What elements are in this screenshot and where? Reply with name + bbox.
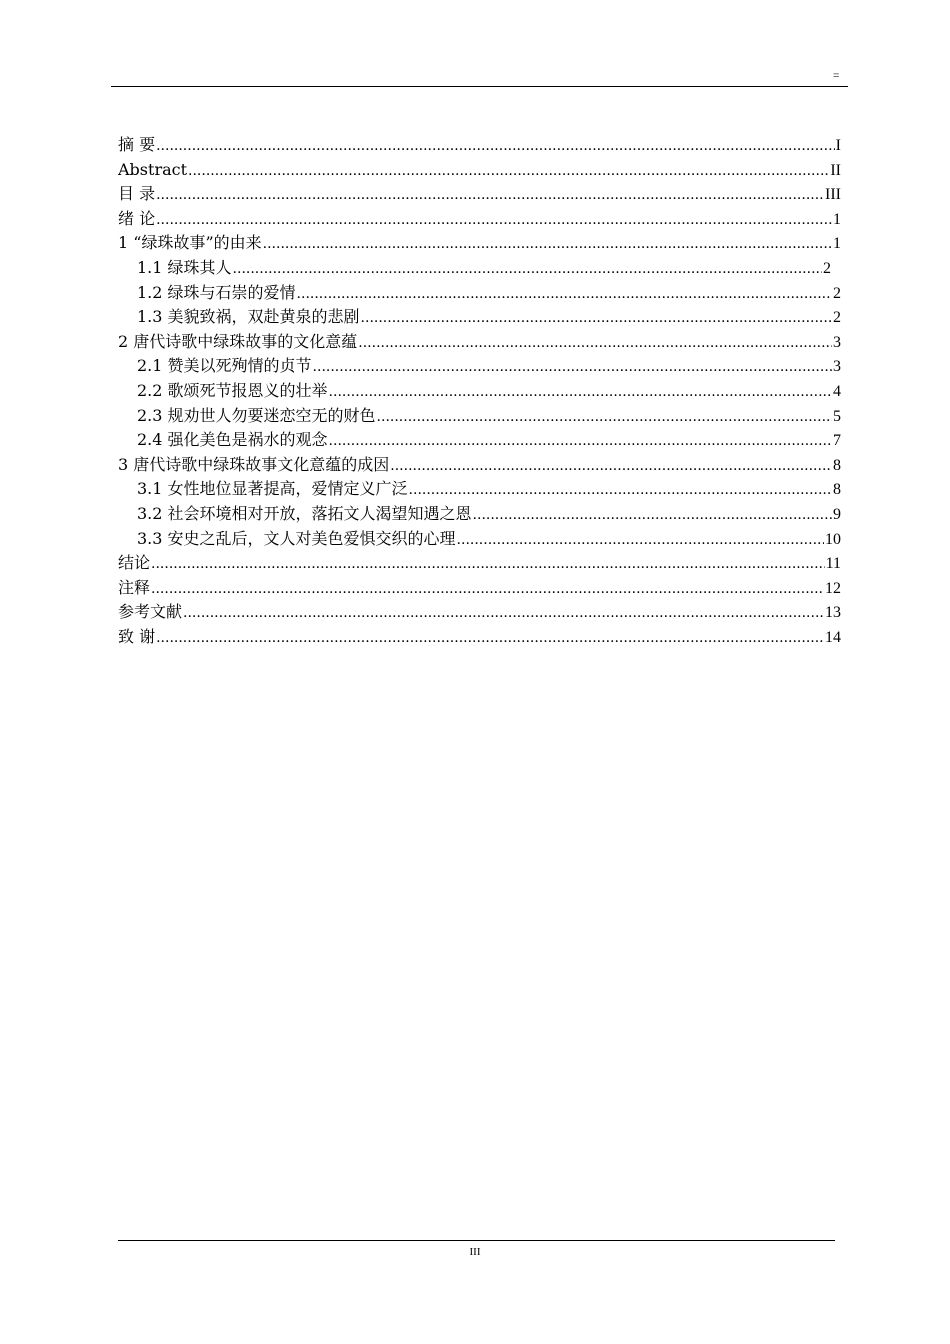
toc-entry-title: 2.2 歌颂死节报恩义的壮举 [137, 380, 328, 400]
toc-entry-page: 3 [833, 333, 841, 351]
toc-leader-dots [151, 552, 825, 576]
toc-entry[interactable] [118, 133, 841, 158]
toc-leader-dots [297, 282, 832, 306]
toc-entry[interactable] [118, 256, 831, 281]
toc-entry-page: 8 [833, 456, 841, 474]
toc-entry-page: 9 [833, 505, 841, 523]
toc-entry-title: 2.1 赞美以死殉情的贞节 [137, 356, 312, 376]
toc-entry[interactable] [118, 354, 841, 379]
toc-leader-dots [263, 232, 832, 256]
toc-entry-page: 11 [825, 555, 841, 573]
toc-entry[interactable] [118, 576, 841, 601]
toc-entry-title: 1.3 美貌致祸，双赴黄泉的悲剧 [137, 307, 360, 327]
toc-entry-title: 3 唐代诗歌中绿珠故事文化意蕴的成因 [118, 454, 390, 474]
toc-entry[interactable] [118, 502, 841, 527]
toc-leader-dots [329, 429, 832, 453]
toc-entry-title: 1.1 绿珠其人 [137, 257, 232, 277]
toc-leader-dots [457, 528, 824, 552]
toc-leader-dots [183, 601, 824, 625]
toc-entry-page: 12 [825, 579, 841, 597]
toc-entry[interactable] [118, 527, 841, 552]
toc-entry-title: 注释 [118, 577, 151, 597]
toc-leader-dots [377, 405, 832, 429]
toc-entry-page: 13 [825, 604, 841, 622]
toc-entry-page: 2 [823, 259, 831, 277]
header-rule [111, 86, 848, 87]
toc-entry[interactable] [118, 600, 841, 625]
toc-entry-title: 结论 [118, 553, 151, 573]
toc-entry-page: 7 [833, 432, 841, 450]
toc-entry-page: 10 [825, 530, 841, 548]
toc-entry-title: 参考文献 [118, 602, 183, 622]
toc-entry-title: Abstract [118, 159, 188, 179]
toc-leader-dots [188, 159, 829, 183]
header-mark: = [833, 70, 840, 82]
toc-leader-dots [151, 577, 824, 601]
toc-entry[interactable] [118, 551, 841, 576]
toc-entry[interactable] [118, 231, 841, 256]
toc-entry[interactable] [118, 182, 841, 207]
toc-leader-dots [361, 306, 832, 330]
toc-entry[interactable] [118, 379, 841, 404]
toc-entry[interactable] [118, 453, 841, 478]
toc-entry[interactable] [118, 404, 841, 429]
toc-entry-page: 1 [833, 235, 841, 253]
table-of-contents [118, 133, 841, 649]
toc-entry-title: 3.2 社会环境相对开放，落拓文人渴望知遇之恩 [137, 503, 472, 523]
toc-entry-page: 14 [825, 628, 841, 646]
toc-leader-dots [233, 257, 822, 281]
toc-entry-title: 绪 论 [118, 208, 156, 228]
toc-entry[interactable] [118, 428, 841, 453]
toc-entry[interactable] [118, 625, 841, 650]
toc-entry-page: 2 [833, 309, 841, 327]
toc-entry-page: 5 [833, 407, 841, 425]
toc-entry-title: 3.3 安史之乱后，文人对美色爱惧交织的心理 [137, 528, 456, 548]
toc-entry-title: 目 录 [118, 184, 156, 204]
toc-leader-dots [358, 331, 832, 355]
toc-leader-dots [329, 380, 832, 404]
footer-rule [118, 1240, 835, 1241]
toc-entry-title: 1.2 绿珠与石崇的爱情 [137, 282, 296, 302]
toc-leader-dots [156, 183, 824, 207]
toc-leader-dots [409, 478, 832, 502]
toc-entry-title: 1 “绿珠故事”的由来 [118, 233, 262, 253]
footer-page-number: III [469, 1246, 481, 1258]
toc-entry-page: 2 [833, 284, 841, 302]
toc-leader-dots [313, 355, 832, 379]
toc-entry-page: 4 [833, 382, 841, 400]
toc-entry[interactable] [118, 158, 841, 183]
toc-entry-page: 3 [833, 358, 841, 376]
toc-entry[interactable] [118, 477, 841, 502]
toc-entry-page: II [830, 161, 841, 179]
toc-leader-dots [156, 134, 835, 158]
toc-entry[interactable] [118, 305, 841, 330]
toc-entry-page: I [835, 137, 841, 154]
toc-entry-title: 摘 要 [118, 135, 156, 154]
toc-leader-dots [473, 503, 832, 527]
toc-leader-dots [156, 208, 832, 232]
toc-entry-title: 2.3 规劝世人勿要迷恋空无的财色 [137, 405, 376, 425]
toc-entry[interactable] [118, 330, 841, 355]
toc-entry[interactable] [118, 207, 841, 232]
toc-leader-dots [390, 454, 832, 478]
toc-entry-page: 8 [833, 481, 841, 499]
toc-entry-page: 1 [833, 210, 841, 228]
toc-entry-title: 3.1 女性地位显著提高，爱情定义广泛 [137, 479, 408, 499]
toc-leader-dots [156, 626, 824, 650]
toc-entry-title: 2.4 强化美色是祸水的观念 [137, 430, 328, 450]
toc-entry[interactable] [118, 281, 841, 306]
toc-entry-title: 2 唐代诗歌中绿珠故事的文化意蕴 [118, 331, 358, 351]
toc-entry-page: III [825, 186, 841, 204]
toc-entry-title: 致 谢 [118, 626, 156, 646]
